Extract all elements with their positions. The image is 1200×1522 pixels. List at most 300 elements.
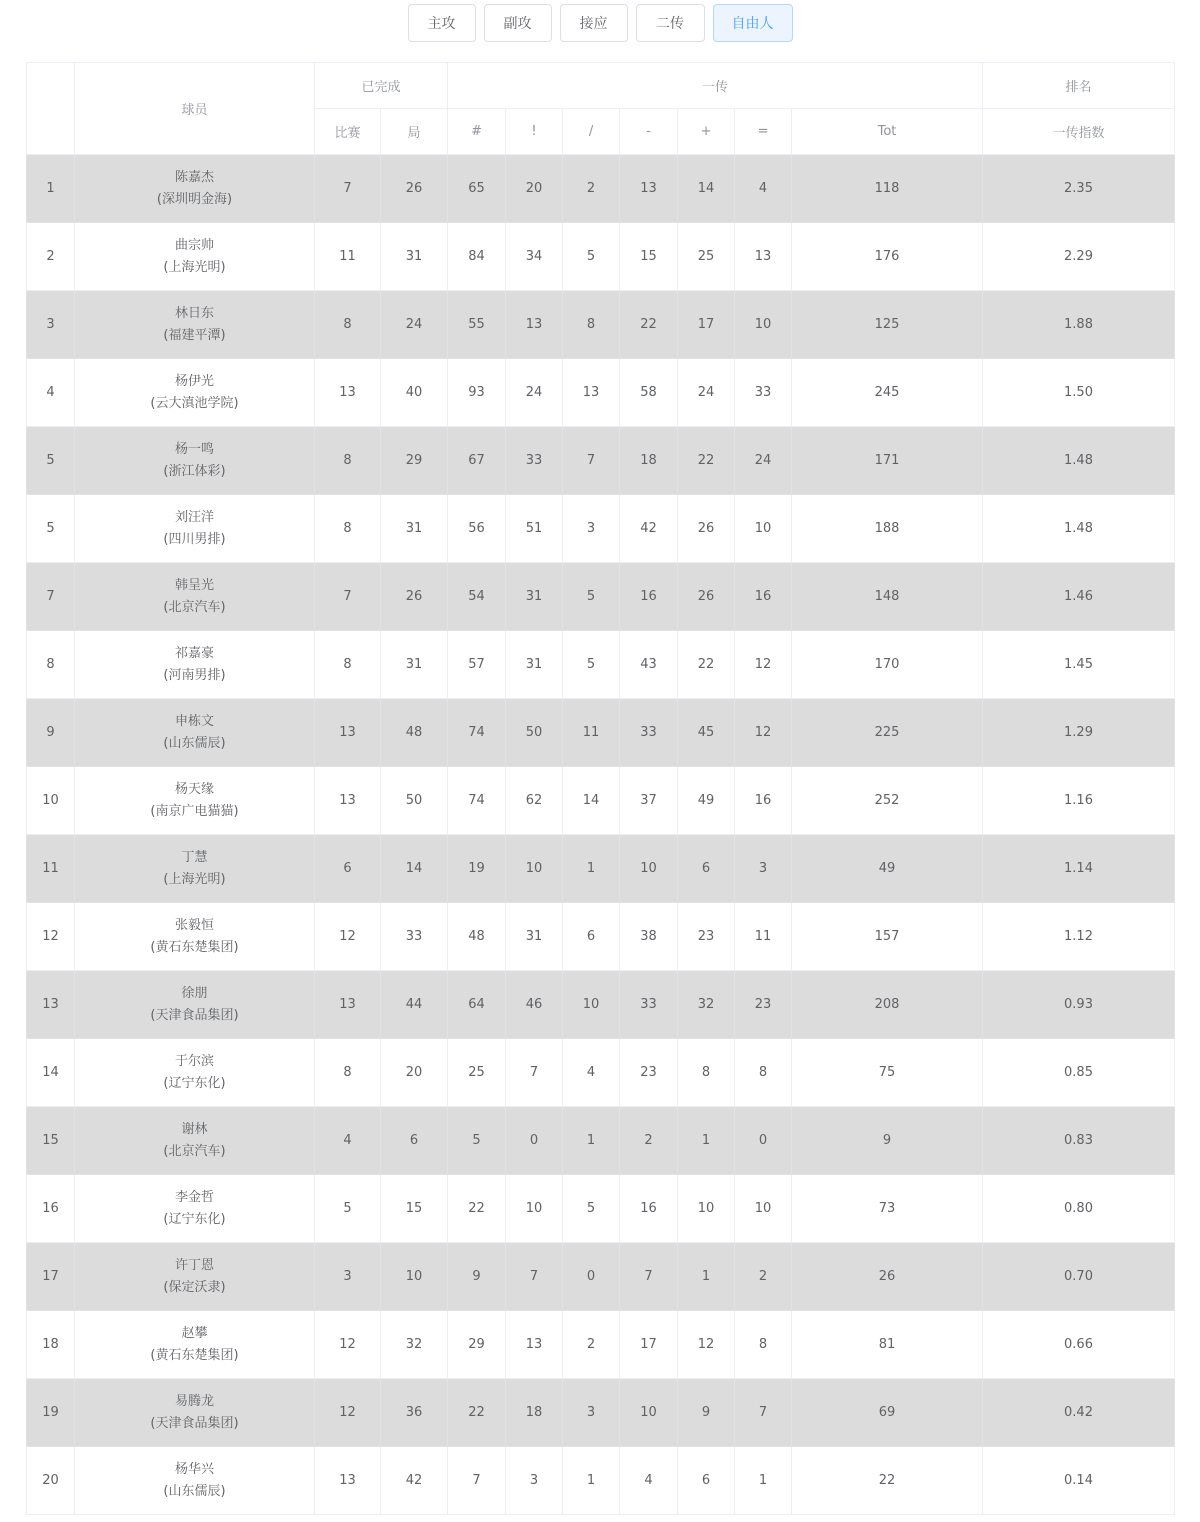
cell-slash: 5 bbox=[563, 631, 620, 699]
cell-hash: 93 bbox=[448, 359, 506, 427]
cell-rank: 3 bbox=[27, 291, 75, 359]
header-slash[interactable]: / bbox=[563, 109, 620, 155]
cell-player bbox=[75, 495, 315, 563]
cell-player bbox=[75, 903, 315, 971]
cell-minus: 16 bbox=[620, 1175, 678, 1243]
header-matches[interactable]: 比赛 bbox=[315, 109, 381, 155]
player-name: 徐朋 bbox=[181, 985, 208, 1001]
cell-rank: 2 bbox=[27, 223, 75, 291]
cell-tot: 171 bbox=[792, 427, 983, 495]
cell-excl: 0 bbox=[506, 1107, 563, 1175]
cell-matches: 12 bbox=[315, 1379, 381, 1447]
cell-sets: 31 bbox=[381, 223, 448, 291]
cell-index: 0.66 bbox=[983, 1311, 1175, 1379]
cell-minus: 17 bbox=[620, 1311, 678, 1379]
cell-minus: 18 bbox=[620, 427, 678, 495]
cell-plus: 8 bbox=[678, 1039, 735, 1107]
cell-sets: 50 bbox=[381, 767, 448, 835]
cell-rank: 13 bbox=[27, 971, 75, 1039]
cell-sets: 29 bbox=[381, 427, 448, 495]
cell-plus: 14 bbox=[678, 155, 735, 223]
cell-hash: 65 bbox=[448, 155, 506, 223]
cell-tot: 9 bbox=[792, 1107, 983, 1175]
cell-equal: 8 bbox=[735, 1311, 792, 1379]
cell-sets: 14 bbox=[381, 835, 448, 903]
cell-tot: 225 bbox=[792, 699, 983, 767]
header-excl[interactable]: ! bbox=[506, 109, 563, 155]
player-team: (黄石东楚集团) bbox=[150, 1347, 239, 1363]
cell-player bbox=[75, 223, 315, 291]
cell-rank: 5 bbox=[27, 427, 75, 495]
table-row[interactable] bbox=[27, 495, 1175, 563]
reception-stats-table bbox=[26, 62, 1175, 1515]
cell-minus: 22 bbox=[620, 291, 678, 359]
cell-slash: 6 bbox=[563, 903, 620, 971]
cell-plus: 32 bbox=[678, 971, 735, 1039]
cell-plus: 17 bbox=[678, 291, 735, 359]
cell-plus: 22 bbox=[678, 631, 735, 699]
cell-hash: 22 bbox=[448, 1175, 506, 1243]
cell-minus: 16 bbox=[620, 563, 678, 631]
cell-sets: 10 bbox=[381, 1243, 448, 1311]
cell-excl: 62 bbox=[506, 767, 563, 835]
cell-sets: 31 bbox=[381, 495, 448, 563]
cell-rank: 10 bbox=[27, 767, 75, 835]
cell-tot: 245 bbox=[792, 359, 983, 427]
cell-excl: 10 bbox=[506, 1175, 563, 1243]
cell-excl: 18 bbox=[506, 1379, 563, 1447]
player-name: 祁嘉豪 bbox=[174, 645, 214, 661]
table-row[interactable] bbox=[27, 835, 1175, 903]
cell-minus: 10 bbox=[620, 835, 678, 903]
cell-index: 0.70 bbox=[983, 1243, 1175, 1311]
cell-index: 0.85 bbox=[983, 1039, 1175, 1107]
cell-sets: 31 bbox=[381, 631, 448, 699]
table-row[interactable] bbox=[27, 427, 1175, 495]
player-name: 申栋文 bbox=[174, 713, 214, 729]
cell-rank: 8 bbox=[27, 631, 75, 699]
header-hash[interactable]: # bbox=[448, 109, 506, 155]
cell-slash: 11 bbox=[563, 699, 620, 767]
cell-matches: 8 bbox=[315, 291, 381, 359]
cell-matches: 6 bbox=[315, 835, 381, 903]
tab-setter[interactable]: 二传 bbox=[636, 4, 705, 42]
cell-slash: 3 bbox=[563, 495, 620, 563]
player-name: 易腾龙 bbox=[174, 1393, 214, 1409]
cell-tot: 125 bbox=[792, 291, 983, 359]
table-row[interactable] bbox=[27, 1447, 1175, 1515]
table-row[interactable] bbox=[27, 1175, 1175, 1243]
cell-index: 0.80 bbox=[983, 1175, 1175, 1243]
cell-index: 1.88 bbox=[983, 291, 1175, 359]
cell-index: 1.48 bbox=[983, 427, 1175, 495]
cell-equal: 0 bbox=[735, 1107, 792, 1175]
table-row[interactable] bbox=[27, 223, 1175, 291]
cell-tot: 252 bbox=[792, 767, 983, 835]
cell-excl: 50 bbox=[506, 699, 563, 767]
cell-slash: 3 bbox=[563, 1379, 620, 1447]
cell-rank: 17 bbox=[27, 1243, 75, 1311]
cell-excl: 13 bbox=[506, 291, 563, 359]
cell-minus: 33 bbox=[620, 699, 678, 767]
cell-player bbox=[75, 699, 315, 767]
cell-slash: 5 bbox=[563, 1175, 620, 1243]
header-ranking-group: 排名 bbox=[983, 63, 1175, 109]
cell-slash: 5 bbox=[563, 223, 620, 291]
cell-matches: 8 bbox=[315, 1039, 381, 1107]
table-row[interactable] bbox=[27, 563, 1175, 631]
cell-equal: 3 bbox=[735, 835, 792, 903]
cell-index: 0.42 bbox=[983, 1379, 1175, 1447]
header-equal[interactable]: = bbox=[735, 109, 792, 155]
cell-matches: 7 bbox=[315, 563, 381, 631]
cell-slash: 0 bbox=[563, 1243, 620, 1311]
player-team: (河南男排) bbox=[163, 667, 226, 683]
header-first-pass-group: 一传 bbox=[448, 63, 983, 109]
cell-hash: 55 bbox=[448, 291, 506, 359]
player-team: (深圳明金海) bbox=[156, 191, 233, 207]
cell-equal: 11 bbox=[735, 903, 792, 971]
table-header bbox=[27, 63, 1175, 155]
cell-equal: 33 bbox=[735, 359, 792, 427]
player-name: 韩呈光 bbox=[174, 577, 214, 593]
cell-rank: 16 bbox=[27, 1175, 75, 1243]
cell-hash: 5 bbox=[448, 1107, 506, 1175]
cell-equal: 13 bbox=[735, 223, 792, 291]
player-name: 陈嘉杰 bbox=[174, 169, 214, 185]
cell-matches: 8 bbox=[315, 427, 381, 495]
cell-minus: 2 bbox=[620, 1107, 678, 1175]
cell-matches: 8 bbox=[315, 631, 381, 699]
table-row[interactable] bbox=[27, 699, 1175, 767]
cell-slash: 13 bbox=[563, 359, 620, 427]
cell-hash: 74 bbox=[448, 767, 506, 835]
cell-player bbox=[75, 563, 315, 631]
cell-equal: 16 bbox=[735, 767, 792, 835]
cell-matches: 13 bbox=[315, 767, 381, 835]
cell-excl: 31 bbox=[506, 903, 563, 971]
cell-slash: 2 bbox=[563, 155, 620, 223]
cell-excl: 13 bbox=[506, 1311, 563, 1379]
cell-excl: 31 bbox=[506, 631, 563, 699]
cell-matches: 5 bbox=[315, 1175, 381, 1243]
cell-tot: 176 bbox=[792, 223, 983, 291]
header-player[interactable]: 球员 bbox=[75, 63, 315, 155]
cell-sets: 48 bbox=[381, 699, 448, 767]
player-name: 许丁恩 bbox=[174, 1257, 214, 1273]
player-name: 杨伊光 bbox=[174, 373, 214, 389]
player-team: (辽宁东化) bbox=[163, 1211, 226, 1227]
cell-matches: 12 bbox=[315, 903, 381, 971]
cell-minus: 13 bbox=[620, 155, 678, 223]
cell-sets: 24 bbox=[381, 291, 448, 359]
cell-plus: 26 bbox=[678, 495, 735, 563]
table-row[interactable] bbox=[27, 155, 1175, 223]
cell-tot: 73 bbox=[792, 1175, 983, 1243]
cell-player bbox=[75, 1243, 315, 1311]
player-team: (北京汽车) bbox=[163, 1143, 226, 1159]
cell-matches: 3 bbox=[315, 1243, 381, 1311]
cell-player bbox=[75, 1311, 315, 1379]
table-row[interactable] bbox=[27, 903, 1175, 971]
player-name: 于尔滨 bbox=[174, 1053, 214, 1069]
cell-rank: 15 bbox=[27, 1107, 75, 1175]
cell-equal: 12 bbox=[735, 631, 792, 699]
cell-plus: 22 bbox=[678, 427, 735, 495]
cell-slash: 1 bbox=[563, 1447, 620, 1515]
player-team: (黄石东楚集团) bbox=[150, 939, 239, 955]
cell-index: 1.29 bbox=[983, 699, 1175, 767]
cell-minus: 23 bbox=[620, 1039, 678, 1107]
player-team: (天津食品集团) bbox=[150, 1007, 239, 1023]
cell-slash: 1 bbox=[563, 835, 620, 903]
cell-minus: 4 bbox=[620, 1447, 678, 1515]
cell-excl: 10 bbox=[506, 835, 563, 903]
cell-sets: 26 bbox=[381, 563, 448, 631]
cell-tot: 208 bbox=[792, 971, 983, 1039]
cell-plus: 49 bbox=[678, 767, 735, 835]
tab-opposite[interactable]: 接应 bbox=[560, 4, 628, 42]
header-sets[interactable]: 局 bbox=[381, 109, 448, 155]
cell-equal: 12 bbox=[735, 699, 792, 767]
cell-sets: 6 bbox=[381, 1107, 448, 1175]
table-row[interactable] bbox=[27, 359, 1175, 427]
player-team: (山东儒辰) bbox=[163, 1483, 226, 1499]
table-row[interactable] bbox=[27, 971, 1175, 1039]
cell-index: 1.16 bbox=[983, 767, 1175, 835]
cell-rank: 5 bbox=[27, 495, 75, 563]
table-row[interactable] bbox=[27, 767, 1175, 835]
cell-index: 1.14 bbox=[983, 835, 1175, 903]
cell-rank: 12 bbox=[27, 903, 75, 971]
cell-hash: 29 bbox=[448, 1311, 506, 1379]
cell-minus: 7 bbox=[620, 1243, 678, 1311]
cell-plus: 26 bbox=[678, 563, 735, 631]
cell-minus: 58 bbox=[620, 359, 678, 427]
player-team: (上海光明) bbox=[163, 259, 226, 275]
cell-player bbox=[75, 155, 315, 223]
cell-slash: 1 bbox=[563, 1107, 620, 1175]
player-name: 曲宗帅 bbox=[174, 237, 214, 253]
cell-sets: 40 bbox=[381, 359, 448, 427]
header-completed-group: 已完成 bbox=[315, 63, 448, 109]
cell-plus: 1 bbox=[678, 1243, 735, 1311]
player-name: 谢林 bbox=[181, 1121, 208, 1137]
tab-libero[interactable]: 自由人 bbox=[713, 4, 793, 42]
cell-index: 2.35 bbox=[983, 155, 1175, 223]
cell-matches: 13 bbox=[315, 699, 381, 767]
player-team: (浙江体彩) bbox=[163, 463, 226, 479]
player-name: 杨天缘 bbox=[174, 781, 214, 797]
cell-tot: 81 bbox=[792, 1311, 983, 1379]
header-index[interactable]: 一传指数 bbox=[983, 109, 1175, 155]
cell-player bbox=[75, 1107, 315, 1175]
cell-tot: 148 bbox=[792, 563, 983, 631]
table-row[interactable] bbox=[27, 291, 1175, 359]
header-plus[interactable]: + bbox=[678, 109, 735, 155]
cell-index: 1.46 bbox=[983, 563, 1175, 631]
cell-minus: 43 bbox=[620, 631, 678, 699]
position-tabs bbox=[0, 4, 1200, 42]
player-team: (上海光明) bbox=[163, 871, 226, 887]
header-rank-blank bbox=[27, 63, 75, 155]
cell-tot: 49 bbox=[792, 835, 983, 903]
player-name: 李金哲 bbox=[174, 1189, 214, 1205]
cell-slash: 2 bbox=[563, 1311, 620, 1379]
cell-player bbox=[75, 1039, 315, 1107]
cell-hash: 67 bbox=[448, 427, 506, 495]
cell-sets: 36 bbox=[381, 1379, 448, 1447]
table-row[interactable] bbox=[27, 1243, 1175, 1311]
cell-minus: 37 bbox=[620, 767, 678, 835]
cell-sets: 33 bbox=[381, 903, 448, 971]
cell-matches: 7 bbox=[315, 155, 381, 223]
cell-index: 1.50 bbox=[983, 359, 1175, 427]
cell-player bbox=[75, 767, 315, 835]
cell-hash: 74 bbox=[448, 699, 506, 767]
cell-rank: 19 bbox=[27, 1379, 75, 1447]
player-name: 杨华兴 bbox=[174, 1461, 214, 1477]
player-name: 丁慧 bbox=[181, 849, 208, 865]
cell-plus: 6 bbox=[678, 835, 735, 903]
cell-hash: 7 bbox=[448, 1447, 506, 1515]
cell-rank: 18 bbox=[27, 1311, 75, 1379]
player-team: (南京广电猫猫) bbox=[150, 803, 239, 819]
header-minus[interactable]: - bbox=[620, 109, 678, 155]
cell-player bbox=[75, 971, 315, 1039]
cell-equal: 4 bbox=[735, 155, 792, 223]
table-row[interactable] bbox=[27, 1107, 1175, 1175]
player-team: (天津食品集团) bbox=[150, 1415, 239, 1431]
player-team: (福建平潭) bbox=[163, 327, 226, 343]
cell-index: 1.12 bbox=[983, 903, 1175, 971]
cell-tot: 75 bbox=[792, 1039, 983, 1107]
cell-index: 0.83 bbox=[983, 1107, 1175, 1175]
cell-slash: 8 bbox=[563, 291, 620, 359]
cell-hash: 19 bbox=[448, 835, 506, 903]
cell-sets: 42 bbox=[381, 1447, 448, 1515]
cell-player bbox=[75, 1175, 315, 1243]
cell-tot: 26 bbox=[792, 1243, 983, 1311]
cell-rank: 14 bbox=[27, 1039, 75, 1107]
cell-excl: 24 bbox=[506, 359, 563, 427]
cell-plus: 23 bbox=[678, 903, 735, 971]
cell-rank: 4 bbox=[27, 359, 75, 427]
cell-sets: 15 bbox=[381, 1175, 448, 1243]
cell-hash: 9 bbox=[448, 1243, 506, 1311]
cell-matches: 13 bbox=[315, 971, 381, 1039]
cell-minus: 42 bbox=[620, 495, 678, 563]
cell-matches: 8 bbox=[315, 495, 381, 563]
cell-excl: 46 bbox=[506, 971, 563, 1039]
cell-plus: 12 bbox=[678, 1311, 735, 1379]
cell-excl: 31 bbox=[506, 563, 563, 631]
cell-player bbox=[75, 631, 315, 699]
player-name: 刘汪洋 bbox=[174, 509, 214, 525]
cell-plus: 25 bbox=[678, 223, 735, 291]
cell-hash: 54 bbox=[448, 563, 506, 631]
player-name: 杨一鸣 bbox=[174, 441, 214, 457]
tab-outside-hitter[interactable]: 主攻 bbox=[408, 4, 476, 42]
cell-slash: 7 bbox=[563, 427, 620, 495]
cell-equal: 7 bbox=[735, 1379, 792, 1447]
cell-rank: 7 bbox=[27, 563, 75, 631]
cell-matches: 11 bbox=[315, 223, 381, 291]
header-tot[interactable]: Tot bbox=[792, 109, 983, 155]
cell-equal: 10 bbox=[735, 495, 792, 563]
player-team: (云大滇池学院) bbox=[150, 395, 239, 411]
cell-hash: 56 bbox=[448, 495, 506, 563]
stats-table-container bbox=[26, 62, 1174, 1515]
cell-player bbox=[75, 291, 315, 359]
cell-hash: 84 bbox=[448, 223, 506, 291]
cell-hash: 22 bbox=[448, 1379, 506, 1447]
cell-excl: 51 bbox=[506, 495, 563, 563]
cell-equal: 10 bbox=[735, 291, 792, 359]
cell-excl: 34 bbox=[506, 223, 563, 291]
cell-excl: 3 bbox=[506, 1447, 563, 1515]
cell-equal: 2 bbox=[735, 1243, 792, 1311]
cell-sets: 44 bbox=[381, 971, 448, 1039]
cell-plus: 24 bbox=[678, 359, 735, 427]
player-name: 张毅恒 bbox=[174, 917, 214, 933]
cell-plus: 9 bbox=[678, 1379, 735, 1447]
table-row[interactable] bbox=[27, 631, 1175, 699]
table-row[interactable] bbox=[27, 1379, 1175, 1447]
cell-hash: 25 bbox=[448, 1039, 506, 1107]
cell-plus: 10 bbox=[678, 1175, 735, 1243]
cell-player bbox=[75, 359, 315, 427]
tab-middle-blocker[interactable]: 副攻 bbox=[484, 4, 552, 42]
table-row[interactable] bbox=[27, 1311, 1175, 1379]
cell-tot: 69 bbox=[792, 1379, 983, 1447]
player-team: (四川男排) bbox=[163, 531, 226, 547]
player-team: (山东儒辰) bbox=[163, 735, 226, 751]
cell-rank: 1 bbox=[27, 155, 75, 223]
cell-equal: 10 bbox=[735, 1175, 792, 1243]
cell-sets: 26 bbox=[381, 155, 448, 223]
table-row[interactable] bbox=[27, 1039, 1175, 1107]
cell-tot: 118 bbox=[792, 155, 983, 223]
player-team: (辽宁东化) bbox=[163, 1075, 226, 1091]
cell-plus: 1 bbox=[678, 1107, 735, 1175]
cell-index: 0.93 bbox=[983, 971, 1175, 1039]
cell-player bbox=[75, 1379, 315, 1447]
cell-player bbox=[75, 427, 315, 495]
cell-equal: 1 bbox=[735, 1447, 792, 1515]
cell-matches: 4 bbox=[315, 1107, 381, 1175]
cell-slash: 10 bbox=[563, 971, 620, 1039]
cell-hash: 64 bbox=[448, 971, 506, 1039]
cell-hash: 57 bbox=[448, 631, 506, 699]
cell-plus: 6 bbox=[678, 1447, 735, 1515]
cell-excl: 7 bbox=[506, 1039, 563, 1107]
cell-tot: 170 bbox=[792, 631, 983, 699]
cell-sets: 20 bbox=[381, 1039, 448, 1107]
cell-minus: 10 bbox=[620, 1379, 678, 1447]
cell-excl: 7 bbox=[506, 1243, 563, 1311]
cell-index: 0.14 bbox=[983, 1447, 1175, 1515]
cell-excl: 33 bbox=[506, 427, 563, 495]
cell-rank: 9 bbox=[27, 699, 75, 767]
cell-minus: 33 bbox=[620, 971, 678, 1039]
cell-slash: 5 bbox=[563, 563, 620, 631]
cell-index: 2.29 bbox=[983, 223, 1175, 291]
cell-matches: 12 bbox=[315, 1311, 381, 1379]
cell-rank: 11 bbox=[27, 835, 75, 903]
cell-plus: 45 bbox=[678, 699, 735, 767]
cell-index: 1.45 bbox=[983, 631, 1175, 699]
